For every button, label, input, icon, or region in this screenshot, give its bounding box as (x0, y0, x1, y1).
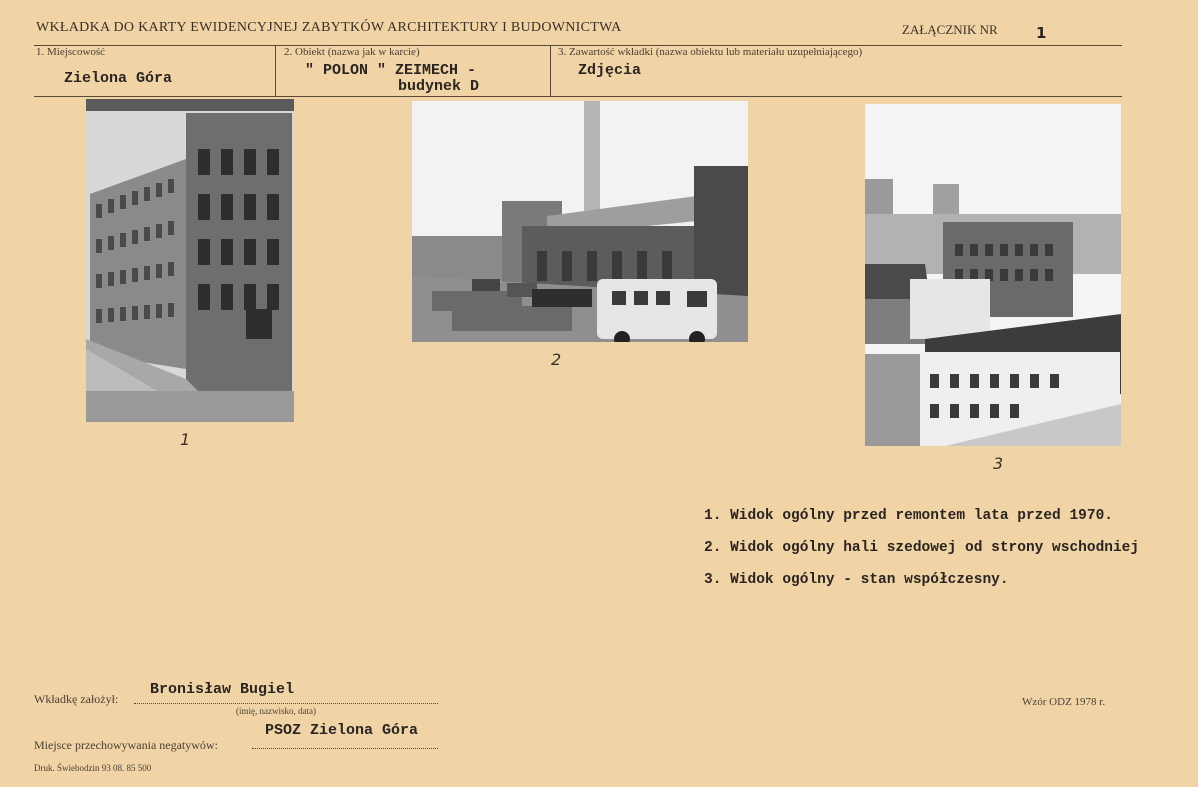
annex-label: ZAŁĄCZNIK NR (902, 22, 998, 37)
locality-label: 1. Miejscowość (36, 46, 106, 58)
field-divider-2 (550, 46, 551, 96)
print-info: Druk. Świebodzin 93 08. 85 500 (34, 763, 152, 773)
photo-2 (412, 101, 748, 342)
photo-3-image (865, 104, 1121, 446)
photo-1-number: 1 (180, 430, 191, 449)
negatives-storage-line (252, 748, 438, 749)
prepared-by-label: Wkładkę założył: (34, 692, 119, 706)
prepared-by-value: Bronisław Bugiel (150, 681, 295, 698)
object-value-line2: budynek D (398, 78, 480, 95)
annex-number: 1 (1036, 24, 1047, 42)
object-value-line1: " POLON " ZEIMECH - (305, 62, 477, 79)
negatives-storage-label: Miejsce przechowywania negatywów: (34, 738, 218, 752)
form-title: WKŁADKA DO KARTY EWIDENCYJNEJ ZABYTKÓW ARCHITEKTURY I BUDOWNICTWA (36, 20, 622, 35)
prepared-by-hint: (imię, nazwisko, data) (236, 706, 316, 716)
photo-2-image (412, 101, 748, 342)
photo-3-number: 3 (993, 454, 1004, 473)
caption-2: 2. Widok ogólny hali szedowej od strony wschodniej (704, 540, 1140, 556)
content-label: 3. Zawartość wkładki (nazwa obiektu lub materiału uzupełniającego) (558, 46, 863, 58)
content-value: Zdjęcia (578, 62, 642, 79)
photo-1 (86, 99, 294, 422)
field-row-rule (34, 96, 1122, 97)
negatives-storage-value: PSOZ Zielona Góra (265, 722, 419, 739)
locality-value: Zielona Góra (64, 70, 173, 87)
photo-3 (865, 104, 1121, 446)
caption-3: 3. Widok ogólny - stan współczesny. (704, 572, 1009, 588)
prepared-by-line (134, 703, 438, 704)
object-label: 2. Obiekt (nazwa jak w karcie) (284, 46, 420, 58)
form-model: Wzór ODZ 1978 r. (1022, 696, 1106, 708)
field-divider-1 (275, 46, 276, 96)
caption-1: 1. Widok ogólny przed remontem lata przed 1970. (704, 508, 1113, 524)
photo-1-image (86, 99, 294, 422)
photo-2-number: 2 (551, 350, 562, 369)
